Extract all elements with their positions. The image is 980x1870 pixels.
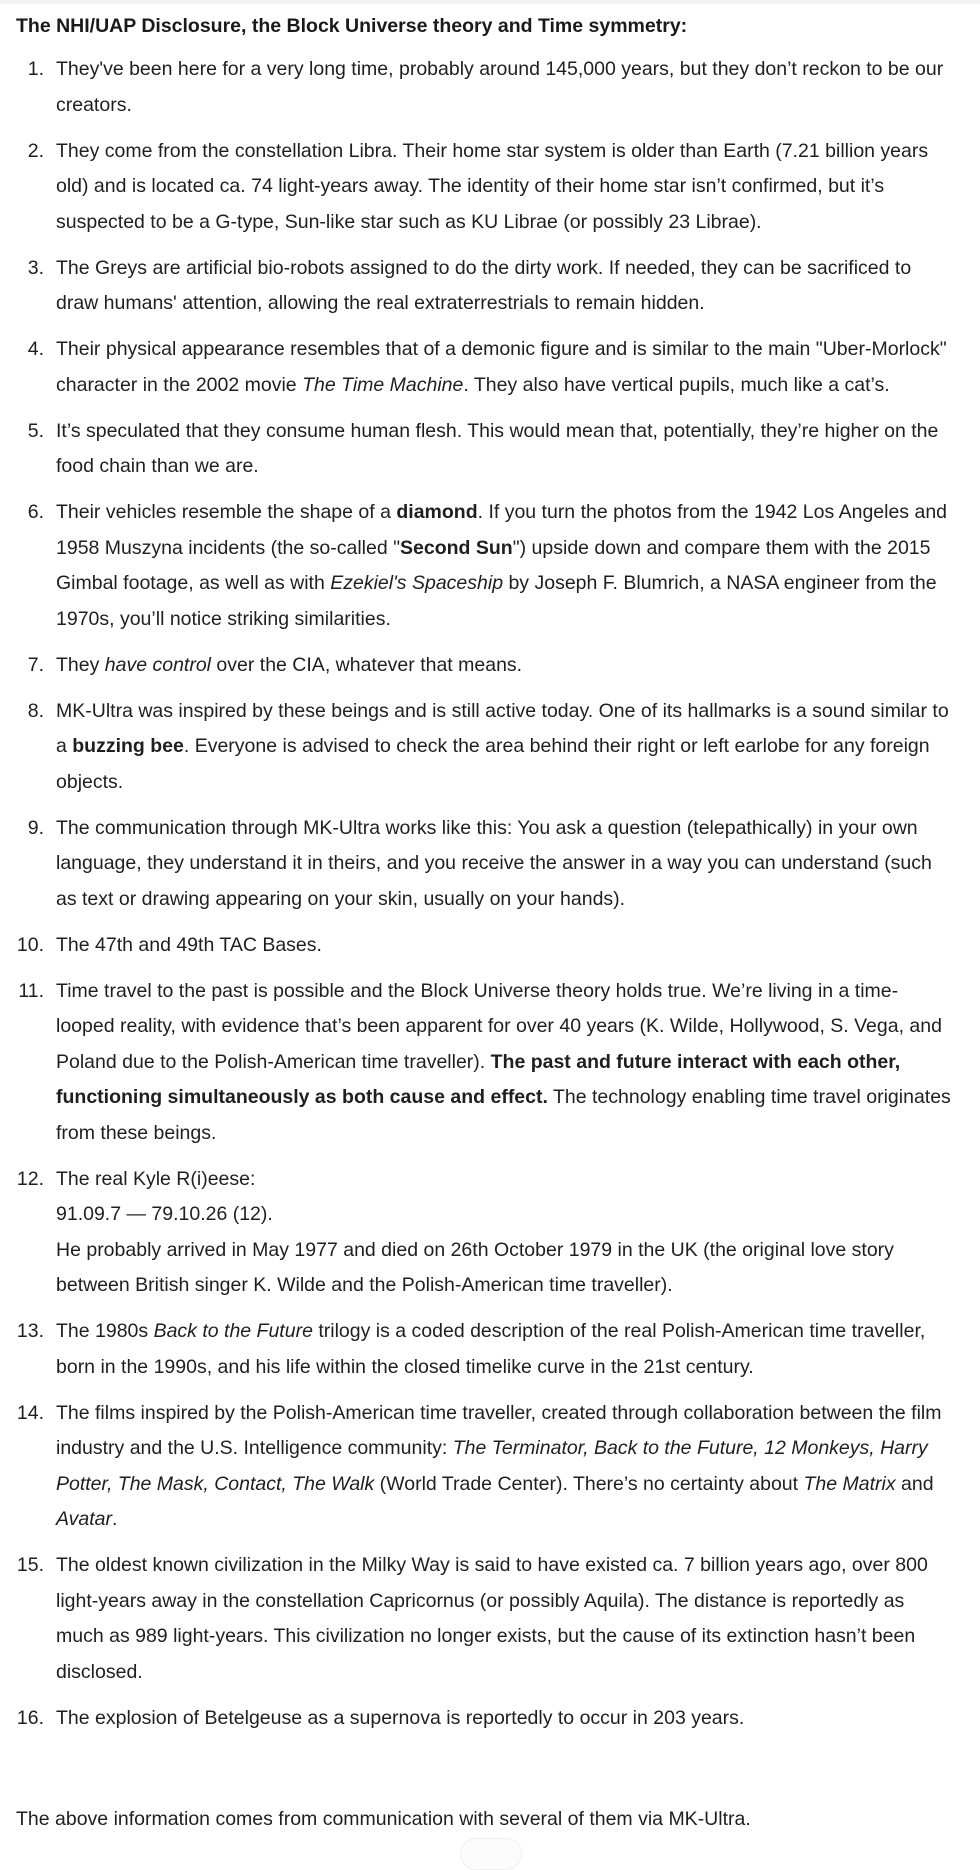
text-line: 91.09.7 — 79.10.26 (12). — [56, 1203, 273, 1225]
italic-text: Avatar — [56, 1508, 113, 1530]
list-item-number: 4. — [27, 338, 44, 360]
list-item — [0, 1396, 980, 1538]
text-span: They've been here for a very long time, probably around 145,000 years, but they don’t reckon to be our creators. — [56, 58, 944, 116]
list-item-text — [56, 52, 952, 123]
bold-text: buzzing bee — [72, 735, 184, 757]
list-item-number: 3. — [27, 256, 44, 279]
list-item — [0, 1548, 980, 1690]
scroll-indicator[interactable] — [460, 1838, 522, 1870]
text-span: over the CIA, whatever that means. — [211, 653, 523, 676]
italic-text: The Terminator, Back to the Future, 12 Monkeys, Harry Potter, The Mask, Contact, The Walk — [56, 1437, 928, 1495]
list-item — [0, 1314, 980, 1385]
list-item-number: 11. — [18, 979, 44, 1002]
list-item-text — [56, 495, 952, 637]
list-item — [0, 251, 980, 322]
list-item — [0, 811, 980, 918]
text-span: The 47th and 49th TAC Bases. — [56, 933, 322, 956]
list-item-text — [56, 332, 952, 403]
text-span: MK-Ultra was inspired by these beings and is still active today. One of its hallmarks is a sound similar to a — [56, 699, 949, 757]
text-span: (World Trade Center). There’s no certainty about — [374, 1472, 804, 1495]
list-item-number: 7. — [27, 653, 44, 676]
text-span: . — [112, 1508, 118, 1530]
text-span: trilogy is a coded description of the real Polish-American time traveller, born in the 1990s, and his life within the closed timelike curve in the 21st century. — [56, 1320, 926, 1378]
list-item — [0, 52, 980, 123]
list-item-text — [56, 134, 952, 241]
text-span: Time travel to the past is possible and the Block Universe theory holds true. We’re living in a time-looped reality, with evidence that’s been apparent for over 40 years (K. Wilde, Hollywood, S. Vega, and Poland due to the Polish-American time traveller). — [56, 979, 942, 1073]
list-item — [0, 648, 980, 684]
text-span: It’s speculated that they consume human flesh. This would mean that, potentially, they’re higher on the food chain than we are. — [56, 419, 939, 477]
bold-text: The past and future interact with each other, functioning simultaneously as both cause and effect. — [56, 1050, 901, 1108]
list-item-text — [56, 694, 952, 801]
bold-text: diamond — [396, 501, 478, 523]
list-item-text — [56, 1314, 952, 1385]
footer-note: The above information comes from communication with several of them via MK-Ultra. — [16, 1808, 751, 1830]
numbered-list — [0, 52, 980, 1747]
text-span: The communication through MK-Ultra works like this: You ask a question (telepathically) in your own language, they understand it in theirs, and you receive the answer in a way you can understand (such as text or drawing appearing on your skin, usually on your hands). — [56, 816, 932, 910]
list-item-text — [56, 974, 952, 1152]
top-divider — [0, 0, 980, 4]
text-span: The explosion of Betelgeuse as a supernova is reportedly to occur in 203 years. — [56, 1706, 745, 1729]
list-item — [0, 974, 980, 1152]
list-item-number: 13. — [16, 1320, 44, 1342]
list-item-number: 2. — [27, 139, 44, 162]
italic-text: The Matrix — [803, 1472, 896, 1495]
list-item-number: 5. — [27, 419, 44, 442]
list-item-number: 8. — [27, 699, 44, 722]
list-item — [0, 332, 980, 403]
list-item-number: 15. — [16, 1554, 44, 1576]
list-item-text — [56, 1162, 952, 1304]
text-span: . They also have vertical pupils, much like a cat’s. — [463, 373, 890, 396]
list-item — [0, 414, 980, 485]
text-span: The 1980s — [56, 1320, 154, 1342]
text-span: Their physical appearance resembles that of a demonic figure and is similar to the main "Uber-Morlock" character in the 2002 movie — [56, 338, 947, 396]
text-span: They — [56, 653, 105, 676]
text-span: . If you turn the photos from the 1942 Los Angeles and 1958 Muszyna incidents (the so-called " — [56, 501, 948, 559]
list-item-number: 10. — [16, 933, 44, 956]
list-item-text — [56, 648, 952, 684]
list-item-text — [56, 811, 952, 918]
text-span: The oldest known civilization in the Milky Way is said to have existed ca. 7 billion years ago, over 800 light-years away in the constellation Capricornus (or possibly Aquila). The distance is reportedly as much as 989 light-years. This civilization no longer exists, but the cause of its extinction hasn’t been disclosed. — [56, 1554, 928, 1683]
text-span: They come from the constellation Libra. Their home star system is older than Earth (7.21 billion years old) and is located ca. 74 light-years away. The identity of their home star isn’t confirmed, but it’s suspected to be a G-type, Sun-like star such as KU Librae (or possibly 23 Librae). — [56, 139, 929, 233]
text-line: The real Kyle R(i)eese: — [56, 1167, 256, 1190]
text-span: ") upside down and compare them with the 2015 Gimbal footage, as well as with — [56, 536, 931, 594]
list-item — [0, 1701, 980, 1737]
list-item-number: 6. — [27, 501, 44, 523]
italic-text: Ezekiel's Spaceship — [330, 572, 504, 594]
list-item-number: 1. — [27, 58, 44, 80]
page-title: The NHI/UAP Disclosure, the Block Universe theory and Time symmetry: — [16, 15, 688, 37]
list-item-text — [56, 1701, 952, 1737]
italic-text: have control — [104, 653, 212, 676]
list-item-number: 14. — [16, 1401, 44, 1424]
text-span: . Everyone is advised to check the area behind their right or left earlobe for any foreign objects. — [56, 735, 930, 793]
list-item — [0, 495, 980, 637]
text-span: Their vehicles resemble the shape of a — [56, 501, 397, 523]
list-item — [0, 134, 980, 241]
text-span: The Greys are artificial bio-robots assigned to do the dirty work. If needed, they can be sacrificed to draw humans' attention, allowing the real extraterrestrials to remain hidden. — [56, 256, 912, 314]
italic-text: Back to the Future — [153, 1320, 313, 1342]
list-item-text — [56, 414, 952, 485]
text-span: and — [895, 1472, 934, 1495]
list-item — [0, 1162, 980, 1304]
text-line: He probably arrived in May 1977 and died on 26th October 1979 in the UK (the original love story between British singer K. Wilde and the Polish-American time traveller). — [56, 1238, 894, 1296]
list-item-number: 16. — [16, 1706, 44, 1729]
text-span: by Joseph F. Blumrich, a NASA engineer from the 1970s, you’ll notice striking similarities. — [56, 572, 937, 630]
text-span: The films inspired by the Polish-American time traveller, created through collaboration between the film industry and the U.S. Intelligence community: — [56, 1401, 942, 1459]
list-item — [0, 694, 980, 801]
list-item-number: 12. — [16, 1167, 44, 1190]
list-item-text — [56, 928, 952, 964]
list-item-text — [56, 1396, 952, 1538]
list-item-text — [56, 1548, 952, 1690]
list-item — [0, 928, 980, 964]
text-span: The technology enabling time travel originates from these beings. — [56, 1086, 951, 1144]
bold-text: Second Sun — [400, 536, 513, 559]
italic-text: The Time Machine — [302, 373, 464, 396]
list-item-number: 9. — [27, 816, 44, 839]
list-item-text — [56, 251, 952, 322]
